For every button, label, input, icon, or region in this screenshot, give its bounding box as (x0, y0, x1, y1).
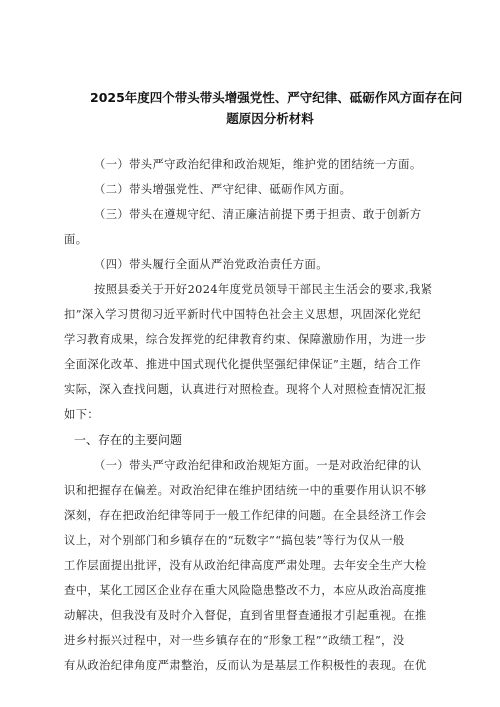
body-line: 深刻，存在把政治纪律等同于一般工作纪律的问题。在全县经济工作会 (64, 509, 427, 522)
document-title-line-2: 题原因分析材料 (226, 111, 314, 126)
body-line: 进乡村振兴过程中，对一些乡镇存在的“形象工程”“政绩工程”，没 (64, 634, 405, 647)
intro-line: 实际，深入查找问题，认真进行对照检查。现将个人对照检查情况汇报 (64, 383, 427, 396)
outline-item: （四）带头履行全面从严治党政治责任方面。 (94, 258, 328, 271)
body-line: 动解决，但我没有及时介入督促，直到省里督查通报才引起重视。在推 (64, 609, 427, 622)
body-line: 识和把握存在偏差。对政治纪律在维护团结统一中的重要作用认识不够 (64, 484, 427, 497)
body-line: 查中，某化工园区企业存在重大风险隐患整改不力，本应从政治高度推 (64, 584, 427, 597)
outline-item: （一）带头严守政治纪律和政治规矩，维护党的团结统一方面。 (94, 158, 422, 171)
body-line: 议上，对个别部门和乡镇存在的“玩数字”“搞包装”等行为仅从一般 (64, 534, 405, 547)
intro-line: 如下： (64, 408, 100, 421)
outline-item: （二）带头增强党性、严守纪律、砥砺作风方面。 (94, 183, 352, 196)
intro-line: 扣”深入学习贯彻习近平新时代中国特色社会主义思想，巩固深化党纪 (64, 308, 422, 321)
section-heading: 一、存在的主要问题 (74, 433, 183, 447)
body-line: 有从政治纪律角度严肃整治，反而认为是基层工作积极性的表现。在优 (64, 659, 427, 672)
outline-item: （三）带头在遵规守纪、清正廉洁前提下勇于担责、敢于创新方 (94, 208, 422, 221)
outline-item-continuation: 面。 (64, 233, 88, 246)
intro-line: 按照县委关于开好2024年度党员领导干部民主生活会的要求,我紧 (94, 283, 433, 296)
body-line: 工作层面提出批评，没有从政治纪律高度严肃处理。去年安全生产大检 (64, 559, 427, 572)
intro-line: 全面深化改革、推进中国式现代化提供坚强纪律保证”主题，结合工作 (64, 358, 422, 371)
intro-line: 学习教育成果，综合发挥党的纪律教育约束、保障激励作用，为进一步 (64, 333, 427, 346)
body-line: （一）带头严守政治纪律和政治规矩方面。一是对政治纪律的认 (94, 459, 422, 472)
document-title-line-1: 2025年度四个带头带头增强党性、严守纪律、砥砺作风方面存在问 (90, 90, 463, 105)
